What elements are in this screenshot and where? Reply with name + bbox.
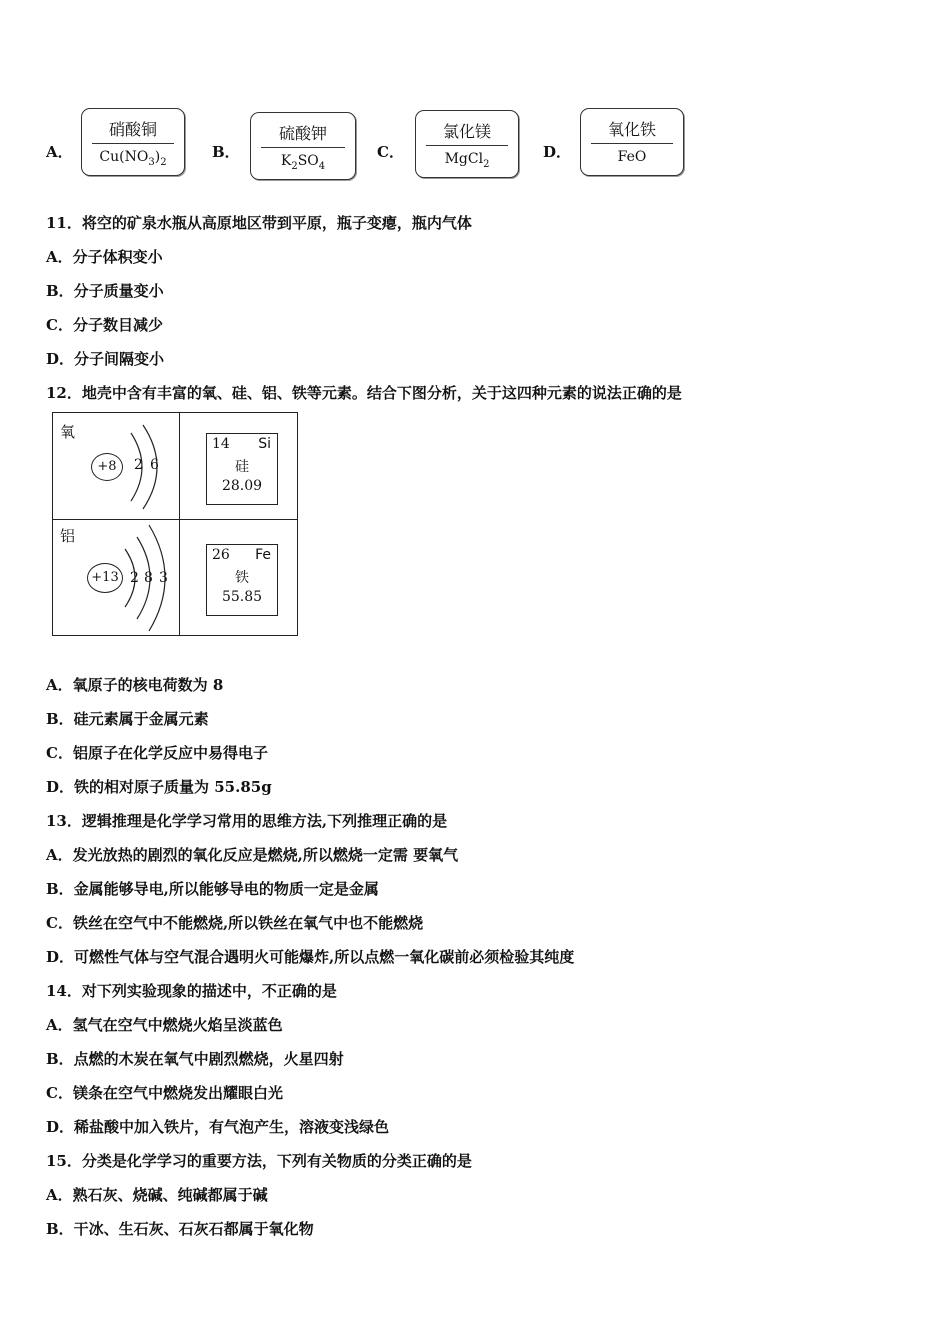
reagent-label-iron-oxide xyxy=(580,108,684,176)
reagent-label-magnesium-chloride xyxy=(415,110,519,178)
question-12-option-a: A．氧原子的核电荷数为 8 xyxy=(46,676,224,694)
option-letter-a: A． xyxy=(46,143,73,161)
aluminum-shell-1: 2 xyxy=(130,570,139,586)
atomic-number: 14 xyxy=(212,436,230,452)
element-name: 硅 xyxy=(235,459,249,475)
question-13-option-a: A．发光放热的剧烈的氧化反应是燃烧,所以燃烧一定需 要氧气 xyxy=(46,846,459,864)
element-symbol: Si xyxy=(258,436,271,452)
aluminum-nucleus: +13 xyxy=(87,563,123,593)
question-11-stem: 11．将空的矿泉水瓶从高原地区带到平原，瓶子变瘪，瓶内气体 xyxy=(46,214,472,232)
aluminum-shell-3: 3 xyxy=(159,570,168,586)
question-12-stem: 12．地壳中含有丰富的氧、硅、铝、铁等元素。结合下图分析，关于这四种元素的说法正确的是 xyxy=(46,384,682,402)
question-14-stem: 14．对下列实验现象的描述中，不正确的是 xyxy=(46,982,337,1000)
question-14-option-a: A．氢气在空气中燃烧火焰呈淡蓝色 xyxy=(46,1016,283,1034)
question-14-option-c: C．镁条在空气中燃烧发出耀眼白光 xyxy=(46,1084,283,1102)
question-12-option-c: C．铝原子在化学反应中易得电子 xyxy=(46,744,268,762)
question-15-stem: 15．分类是化学学习的重要方法，下列有关物质的分类正确的是 xyxy=(46,1152,472,1170)
reagent-name: 氯化镁 xyxy=(442,122,491,141)
question-15-option-a: A．熟石灰、烧碱、纯碱都属于碱 xyxy=(46,1186,268,1204)
silicon-element-card xyxy=(206,433,278,505)
oxygen-electron-shells xyxy=(113,421,173,513)
reagent-name: 硝酸铜 xyxy=(108,120,157,139)
aluminum-shell-2: 8 xyxy=(144,570,153,586)
reagent-label-potassium-sulfate xyxy=(250,112,356,180)
question-13-option-d: D．可燃性气体与空气混合遇明火可能爆炸,所以点燃一氧化碳前必须检验其纯度 xyxy=(46,948,575,966)
atomic-number: 26 xyxy=(212,547,230,563)
grid-divider xyxy=(53,519,297,520)
label-divider xyxy=(261,147,345,148)
question-12-option-b: B．硅元素属于金属元素 xyxy=(46,710,209,728)
reagent-formula: $K_2SO_4$ xyxy=(280,153,326,172)
oxygen-label: 氧 xyxy=(60,423,76,441)
reagent-formula: $Cu(NO_3)_2$ xyxy=(99,149,167,168)
element-name: 铁 xyxy=(235,570,249,586)
reagent-formula: FeO xyxy=(617,149,647,165)
atomic-mass: 28.09 xyxy=(221,478,263,494)
question-11-option-a: A．分子体积变小 xyxy=(46,248,163,266)
label-divider xyxy=(426,145,508,146)
reagent-name: 硫酸钾 xyxy=(278,124,327,143)
element-symbol: Fe xyxy=(255,547,271,563)
question-14-option-b: B．点燃的木炭在氧气中剧烈燃烧，火星四射 xyxy=(46,1050,344,1068)
option-letter-b: B． xyxy=(212,143,240,161)
label-divider xyxy=(92,143,174,144)
iron-element-card xyxy=(206,544,278,616)
reagent-label-options xyxy=(0,108,950,180)
oxygen-nucleus: +8 xyxy=(91,453,123,481)
reagent-formula: MgCl$_2$ xyxy=(444,151,490,170)
oxygen-shell-2: 6 xyxy=(150,457,159,473)
element-figure xyxy=(52,412,298,636)
atomic-mass: 55.85 xyxy=(221,589,263,605)
label-divider xyxy=(591,143,673,144)
question-13-stem: 13．逻辑推理是化学学习常用的思维方法,下列推理正确的是 xyxy=(46,812,448,830)
question-12-option-d: D．铁的相对原子质量为 55.85g xyxy=(46,778,272,796)
option-letter-c: C． xyxy=(377,143,404,161)
option-letter-d: D． xyxy=(543,143,572,161)
question-14-option-d: D．稀盐酸中加入铁片，有气泡产生，溶液变浅绿色 xyxy=(46,1118,390,1136)
question-11-option-d: D．分子间隔变小 xyxy=(46,350,165,368)
question-11-option-c: C．分子数目减少 xyxy=(46,316,163,334)
question-13-option-b: B．金属能够导电,所以能够导电的物质一定是金属 xyxy=(46,880,379,898)
reagent-label-copper-nitrate xyxy=(81,108,185,176)
reagent-name: 氧化铁 xyxy=(607,120,656,139)
oxygen-shell-1: 2 xyxy=(134,457,143,473)
question-13-option-c: C．铁丝在空气中不能燃烧,所以铁丝在氧气中也不能燃烧 xyxy=(46,914,424,932)
question-15-option-b: B．干冰、生石灰、石灰石都属于氧化物 xyxy=(46,1220,314,1238)
question-11-option-b: B．分子质量变小 xyxy=(46,282,164,300)
aluminum-label: 铝 xyxy=(60,527,76,545)
